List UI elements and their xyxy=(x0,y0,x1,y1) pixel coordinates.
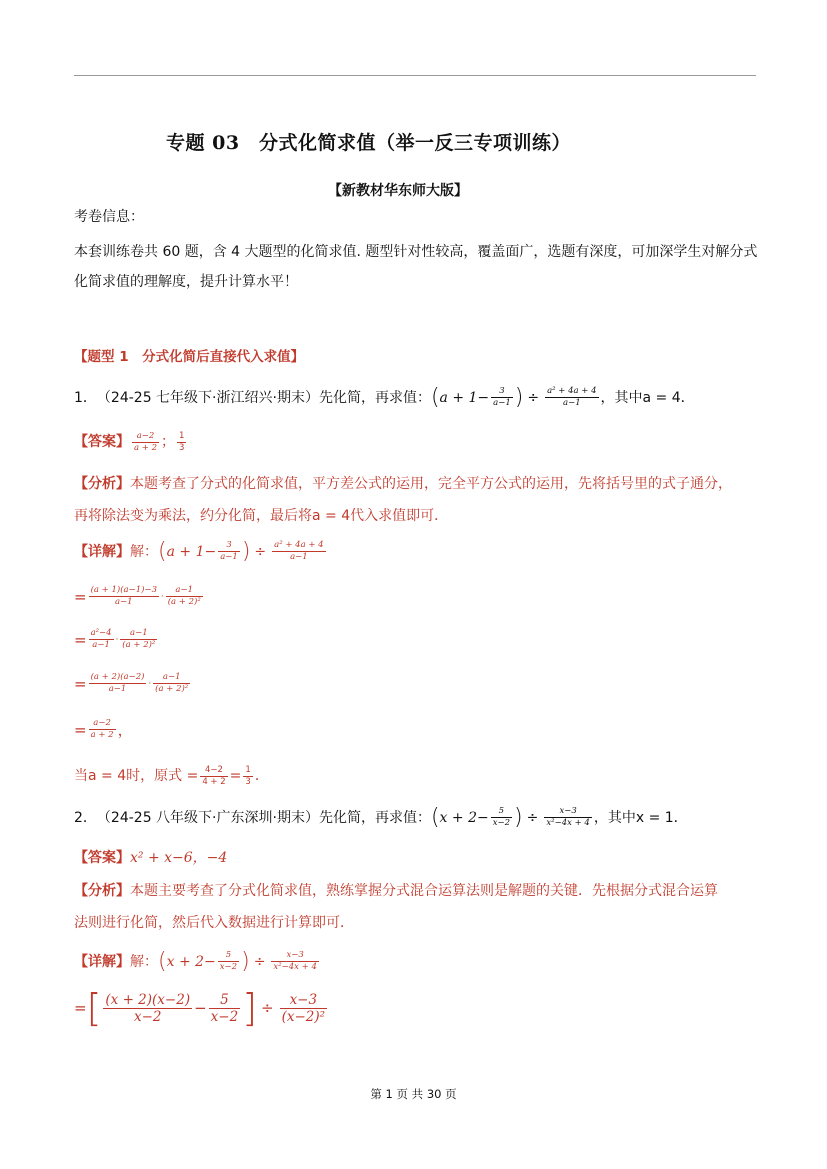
evaluation-text: 当a = 4时，原式 = xyxy=(74,768,199,784)
fraction: $\frac{a-1}{\text{(a + 2)²}}$ xyxy=(155,672,189,694)
info-line-2: 化简求值的理解度，提升计算水平！ xyxy=(74,274,298,290)
step-2-1: = [ $\frac{(x + 2)(x-2)}{x-2}$ − $\frac{5}{x-2}$ ] ÷ $\frac{x-3}{\text{(x−2)²}}$ xyxy=(74,986,326,1030)
detail-prefix: 解： xyxy=(130,953,158,970)
fraction: $\frac{5}{x-2}$ xyxy=(210,991,239,1025)
evaluation-1: 当a = 4时，原式 = $\frac{4-2}{4 + 2}$ = $\frac{1}{3}$ ． xyxy=(74,762,269,790)
fraction: $\frac{a-1}{\text{(a + 2)²}}$ xyxy=(167,585,201,607)
fraction: $\frac{(x + 2)(x-2)}{x-2}$ xyxy=(105,991,191,1025)
expr-term: x + 2− xyxy=(166,953,216,970)
left-paren: ( xyxy=(158,538,167,564)
detail-2 xyxy=(74,950,321,973)
answer-1 xyxy=(74,428,188,456)
fraction: $\frac{3}{a-1}$ xyxy=(220,540,238,562)
expr-term: a + 1− xyxy=(439,389,490,406)
fraction: $\frac{5}{x-2}$ xyxy=(219,950,238,972)
expr-term: a + 1− xyxy=(166,543,217,560)
question-number: 1． xyxy=(74,389,97,406)
divide-sign: ÷ xyxy=(253,953,266,970)
expr-term: x + 2− xyxy=(439,809,489,826)
step-4: = $\frac{a-2}{a + 2}$ ， xyxy=(74,718,133,740)
right-paren: ) xyxy=(241,538,251,564)
divide-sign: ÷ xyxy=(527,389,540,406)
fraction: $\frac{a-1}{\text{(a + 2)²}}$ xyxy=(122,628,156,650)
answer-tag: 【答案】 xyxy=(74,434,130,450)
analysis-2-line-1: 【分析】本题主要考查了分式化简求值，熟练掌握分式混合运算法则是解题的关键．先根据分式混合运算 xyxy=(74,883,718,899)
answer-separator: ； xyxy=(161,434,176,450)
step-3: = $\frac{(a + 2)(a-2)}{a-1}$ · $\frac{a-1}{\text{(a + 2)²}}$ xyxy=(74,672,189,694)
fraction: $\frac{a-2}{a + 2}$ xyxy=(90,718,114,740)
edition-label: 【新教材华东师大版】 xyxy=(328,183,468,199)
right-paren: ) xyxy=(514,384,524,410)
analysis-1-line-2: 再将除法变为乘法，约分化简，最后将a = 4代入求值即可． xyxy=(74,508,449,524)
fraction: $\frac{5}{x-2}$ xyxy=(492,806,511,828)
fraction: $\frac{x-3}{\text{x²−4x + 4}}$ xyxy=(546,806,590,828)
divide-sign: ÷ xyxy=(526,809,539,826)
info-line-1: 本套训练卷共 60 题，含 4 大题型的化简求值. 题型针对性较高，覆盖面广，选题有深度，可加深学生对解分式 xyxy=(74,244,758,260)
question-source: （24-25 八年级下·广东深圳·期末）先化简，再求值： xyxy=(96,809,431,826)
section-title-1: 【题型 1 分式化简后直接代入求值】 xyxy=(74,349,305,365)
fraction: $\frac{1}{3}$ xyxy=(245,764,251,787)
left-paren: ( xyxy=(430,804,440,830)
step-2: = $\frac{\text{a²−4}}{a-1}$ · $\frac{a-1}{\text{(a + 2)²}}$ xyxy=(74,628,156,650)
fraction: $\frac{(a + 2)(a-2)}{a-1}$ xyxy=(90,672,145,694)
document-title: 专题 03 分式化简求值（举一反三专项训练） xyxy=(166,132,572,154)
question-1 xyxy=(74,386,695,409)
question-condition: ，其中x = 1． xyxy=(593,809,688,826)
page-footer: 第 1 页 共 30 页 xyxy=(370,1087,457,1101)
question-source: （24-25 七年级下·浙江绍兴·期末）先化简，再求值： xyxy=(96,389,431,406)
fraction: $\frac{3}{a-1}$ xyxy=(493,386,511,408)
answer-2 xyxy=(74,844,227,872)
right-paren: ) xyxy=(514,804,523,830)
answer-tag: 【答案】 xyxy=(74,850,130,866)
detail-prefix: 解： xyxy=(130,543,158,560)
divide-sign: ÷ xyxy=(254,543,267,560)
fraction: $\frac{\text{a² + 4a + 4}}{a-1}$ xyxy=(547,386,597,408)
fraction: $\frac{\text{a² + 4a + 4}}{a-1}$ xyxy=(274,540,324,562)
info-label: 考卷信息： xyxy=(74,209,144,225)
fraction: $\frac{4-2}{4 + 2}$ xyxy=(202,764,226,787)
answer-value: $\frac{1}{3}$ xyxy=(179,430,185,453)
answer-text: x² + x−6，−4 xyxy=(130,850,228,866)
question-2 xyxy=(74,806,688,829)
answer-fraction: $\frac{a-2}{a + 2}$ xyxy=(134,430,158,453)
fraction: $\frac{x-3}{\text{(x−2)²}}$ xyxy=(281,991,326,1025)
analysis-2-line-2: 法则进行化简，然后代入数据进行计算即可． xyxy=(74,915,354,931)
detail-1 xyxy=(74,540,328,563)
analysis-1-line-1: 【分析】本题考查了分式的化简求值，平方差公式的运用，完全平方公式的运用，先将括号里的式子通分， xyxy=(74,476,732,492)
fraction: $\frac{x-3}{\text{x²−4x + 4}}$ xyxy=(273,950,317,972)
right-bracket: ] xyxy=(242,986,258,1030)
fraction: $\frac{\text{a²−4}}{a-1}$ xyxy=(90,628,112,650)
left-bracket: [ xyxy=(86,986,102,1030)
header-rule xyxy=(74,75,756,76)
detail-tag: 【详解】 xyxy=(74,953,130,970)
left-paren: ( xyxy=(158,948,167,974)
question-number: 2． xyxy=(74,809,97,826)
question-condition: ，其中a = 4． xyxy=(600,389,695,406)
left-paren: ( xyxy=(430,384,440,410)
step-1: = $\frac{(a + 1)(a-1)-3}{a-1}$ · $\frac{a-1}{\text{(a + 2)²}}$ xyxy=(74,585,201,607)
detail-tag: 【详解】 xyxy=(74,543,130,560)
fraction: $\frac{(a + 1)(a-1)-3}{a-1}$ xyxy=(90,585,157,607)
right-paren: ) xyxy=(241,948,250,974)
